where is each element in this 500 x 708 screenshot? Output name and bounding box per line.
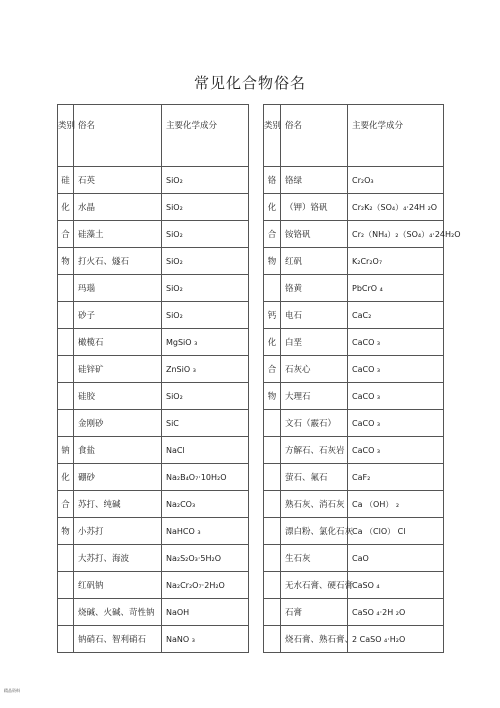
table-row [264,194,444,221]
formula-cell: CaCO ₃ [348,437,444,464]
name-cell: 方解石、石灰岩 [281,437,348,464]
category-cell: 物 [58,518,74,545]
table-row [58,302,249,329]
formula-cell: Na₂Cr₂O₇·2H₂O [162,572,249,599]
name-cell: 食盐 [74,437,162,464]
table-row [58,383,249,410]
header-name: 俗名 [74,105,162,167]
table-row [58,518,249,545]
name-cell: 无水石膏、硬石膏 [281,572,348,599]
formula-cell: Ca （ClO） Cl [348,518,444,545]
table-row [264,545,444,572]
formula-cell: CaCO ₃ [348,329,444,356]
formula-cell: Na₂CO₃ [162,491,249,518]
header-name: 俗名 [281,105,348,167]
category-cell [58,626,74,653]
formula-cell: PbCrO ₄ [348,275,444,302]
category-cell [264,464,281,491]
right-table [263,104,461,653]
category-cell [58,572,74,599]
formula-cell: CaCO ₃ [348,410,444,437]
formula-cell: CaC₂ [348,302,444,329]
table-row [264,329,444,356]
formula-cell: SiO₂ [162,383,249,410]
name-cell: 橄榄石 [74,329,162,356]
table-row [58,221,249,248]
category-cell [264,410,281,437]
table-row [264,464,444,491]
name-cell: 电石 [281,302,348,329]
formula-cell: Cr₂O₃ [348,167,444,194]
category-cell: 合 [264,356,281,383]
name-cell: 硅胶 [74,383,162,410]
name-cell: 红矾 [281,248,348,275]
table-row [264,626,444,653]
formula-cell: CaCO ₃ [348,356,444,383]
name-cell: 文石（霰石） [281,410,348,437]
table-row [264,491,444,518]
category-cell [264,545,281,572]
table-row [58,545,249,572]
header-category: 类别 [264,105,281,167]
table-row [58,275,249,302]
name-cell: 铬绿 [281,167,348,194]
category-cell [264,491,281,518]
category-cell: 钠 [58,437,74,464]
table-row [58,329,249,356]
page-title: 常见化合物俗名 [193,74,306,92]
formula-cell: CaSO ₄·2H ₂O [348,599,444,626]
category-cell [58,383,74,410]
name-cell: 小苏打 [74,518,162,545]
category-cell: 物 [264,383,281,410]
name-cell: 金刚砂 [74,410,162,437]
table-row [58,599,249,626]
formula-cell: SiO₂ [162,194,249,221]
formula-cell: SiO₂ [162,302,249,329]
formula-cell: Cr₂K₂（SO₄）₄·24H ₂O [348,194,444,221]
category-cell: 合 [264,221,281,248]
table-row [58,464,249,491]
name-cell: 生石灰 [281,545,348,572]
table-row [264,599,444,626]
name-cell: 硅锌矿 [74,356,162,383]
category-cell: 化 [58,194,74,221]
formula-cell: NaNO ₃ [162,626,249,653]
name-cell: 大理石 [281,383,348,410]
category-cell: 钙 [264,302,281,329]
header-category: 类别 [58,105,74,167]
category-cell: 化 [264,329,281,356]
table-row [264,518,444,545]
category-cell [58,410,74,437]
category-cell [58,329,74,356]
formula-cell: CaSO ₄ [348,572,444,599]
table-row [264,167,444,194]
table-row [58,356,249,383]
category-cell [264,572,281,599]
name-cell: 石膏 [281,599,348,626]
category-cell [264,518,281,545]
category-cell [264,275,281,302]
name-cell: 烧碱、火碱、苛性钠 [74,599,162,626]
name-cell: 大苏打、海波 [74,545,162,572]
formula-cell: Ca （OH） ₂ [348,491,444,518]
name-cell: 熟石灰、消石灰 [281,491,348,518]
name-cell: 烧石膏、熟石膏、 [281,626,348,653]
formula-cell: CaCO ₃ [348,383,444,410]
name-cell: 苏打、纯碱 [74,491,162,518]
table-row [58,626,249,653]
table-header-row [58,105,249,167]
formula-cell: MgSiO ₃ [162,329,249,356]
table-row [264,248,444,275]
formula-cell: K₂Cr₂O₇ [348,248,444,275]
formula-cell: NaOH [162,599,249,626]
category-cell: 硅 [58,167,74,194]
name-cell: 萤石、氟石 [281,464,348,491]
formula-cell: NaHCO ₃ [162,518,249,545]
name-cell: 玛瑙 [74,275,162,302]
table-row [264,383,444,410]
table-row [264,410,444,437]
formula-cell: SiC [162,410,249,437]
formula-cell: SiO₂ [162,248,249,275]
formula-cell: Cr₂（NH₄）₂（SO₄）₄·24H₂O [348,221,444,248]
category-cell: 合 [58,221,74,248]
name-cell: 铬黄 [281,275,348,302]
formula-cell: 2 CaSO ₄·H₂O [348,626,444,653]
table-row [58,410,249,437]
table-row [58,248,249,275]
name-cell: （钾）铬矾 [281,194,348,221]
category-cell: 合 [58,491,74,518]
formula-cell: SiO₂ [162,221,249,248]
formula-cell: SiO₂ [162,275,249,302]
formula-cell: Na₂B₄O₇·10H₂O [162,464,249,491]
table-row [58,437,249,464]
category-cell [264,626,281,653]
table-row [264,221,444,248]
name-cell: 石英 [74,167,162,194]
name-cell: 白垩 [281,329,348,356]
category-cell: 物 [264,248,281,275]
table-row [264,356,444,383]
formula-cell: NaCl [162,437,249,464]
name-cell: 硅藻土 [74,221,162,248]
table-row [264,572,444,599]
category-cell [58,356,74,383]
category-cell: 化 [58,464,74,491]
table-header-row [264,105,444,167]
name-cell: 铵铬矾 [281,221,348,248]
table-row [264,275,444,302]
name-cell: 漂白粉、氯化石灰 [281,518,348,545]
category-cell [264,599,281,626]
table-row [58,491,249,518]
name-cell: 石灰心 [281,356,348,383]
category-cell [264,437,281,464]
header-component: 主要化学成分 [162,105,249,167]
category-cell [58,302,74,329]
table-row [264,302,444,329]
table-row [264,437,444,464]
formula-cell: CaO [348,545,444,572]
header-component: 主要化学成分 [348,105,444,167]
name-cell: 硼砂 [74,464,162,491]
name-cell: 水晶 [74,194,162,221]
table-row [58,194,249,221]
category-cell: 铬 [264,167,281,194]
footer-note: 精品资料 [4,688,20,693]
name-cell: 红矾钠 [74,572,162,599]
category-cell: 化 [264,194,281,221]
table-row [58,572,249,599]
name-cell: 砂子 [74,302,162,329]
left-table [57,104,249,653]
category-cell [58,275,74,302]
table-row [58,167,249,194]
name-cell: 钠硝石、智利硝石 [74,626,162,653]
formula-cell: SiO₂ [162,167,249,194]
formula-cell: Na₂S₂O₃·5H₂O [162,545,249,572]
category-cell [58,599,74,626]
name-cell: 打火石、燧石 [74,248,162,275]
category-cell [58,545,74,572]
formula-cell: ZnSiO ₃ [162,356,249,383]
category-cell: 物 [58,248,74,275]
formula-cell: CaF₂ [348,464,444,491]
